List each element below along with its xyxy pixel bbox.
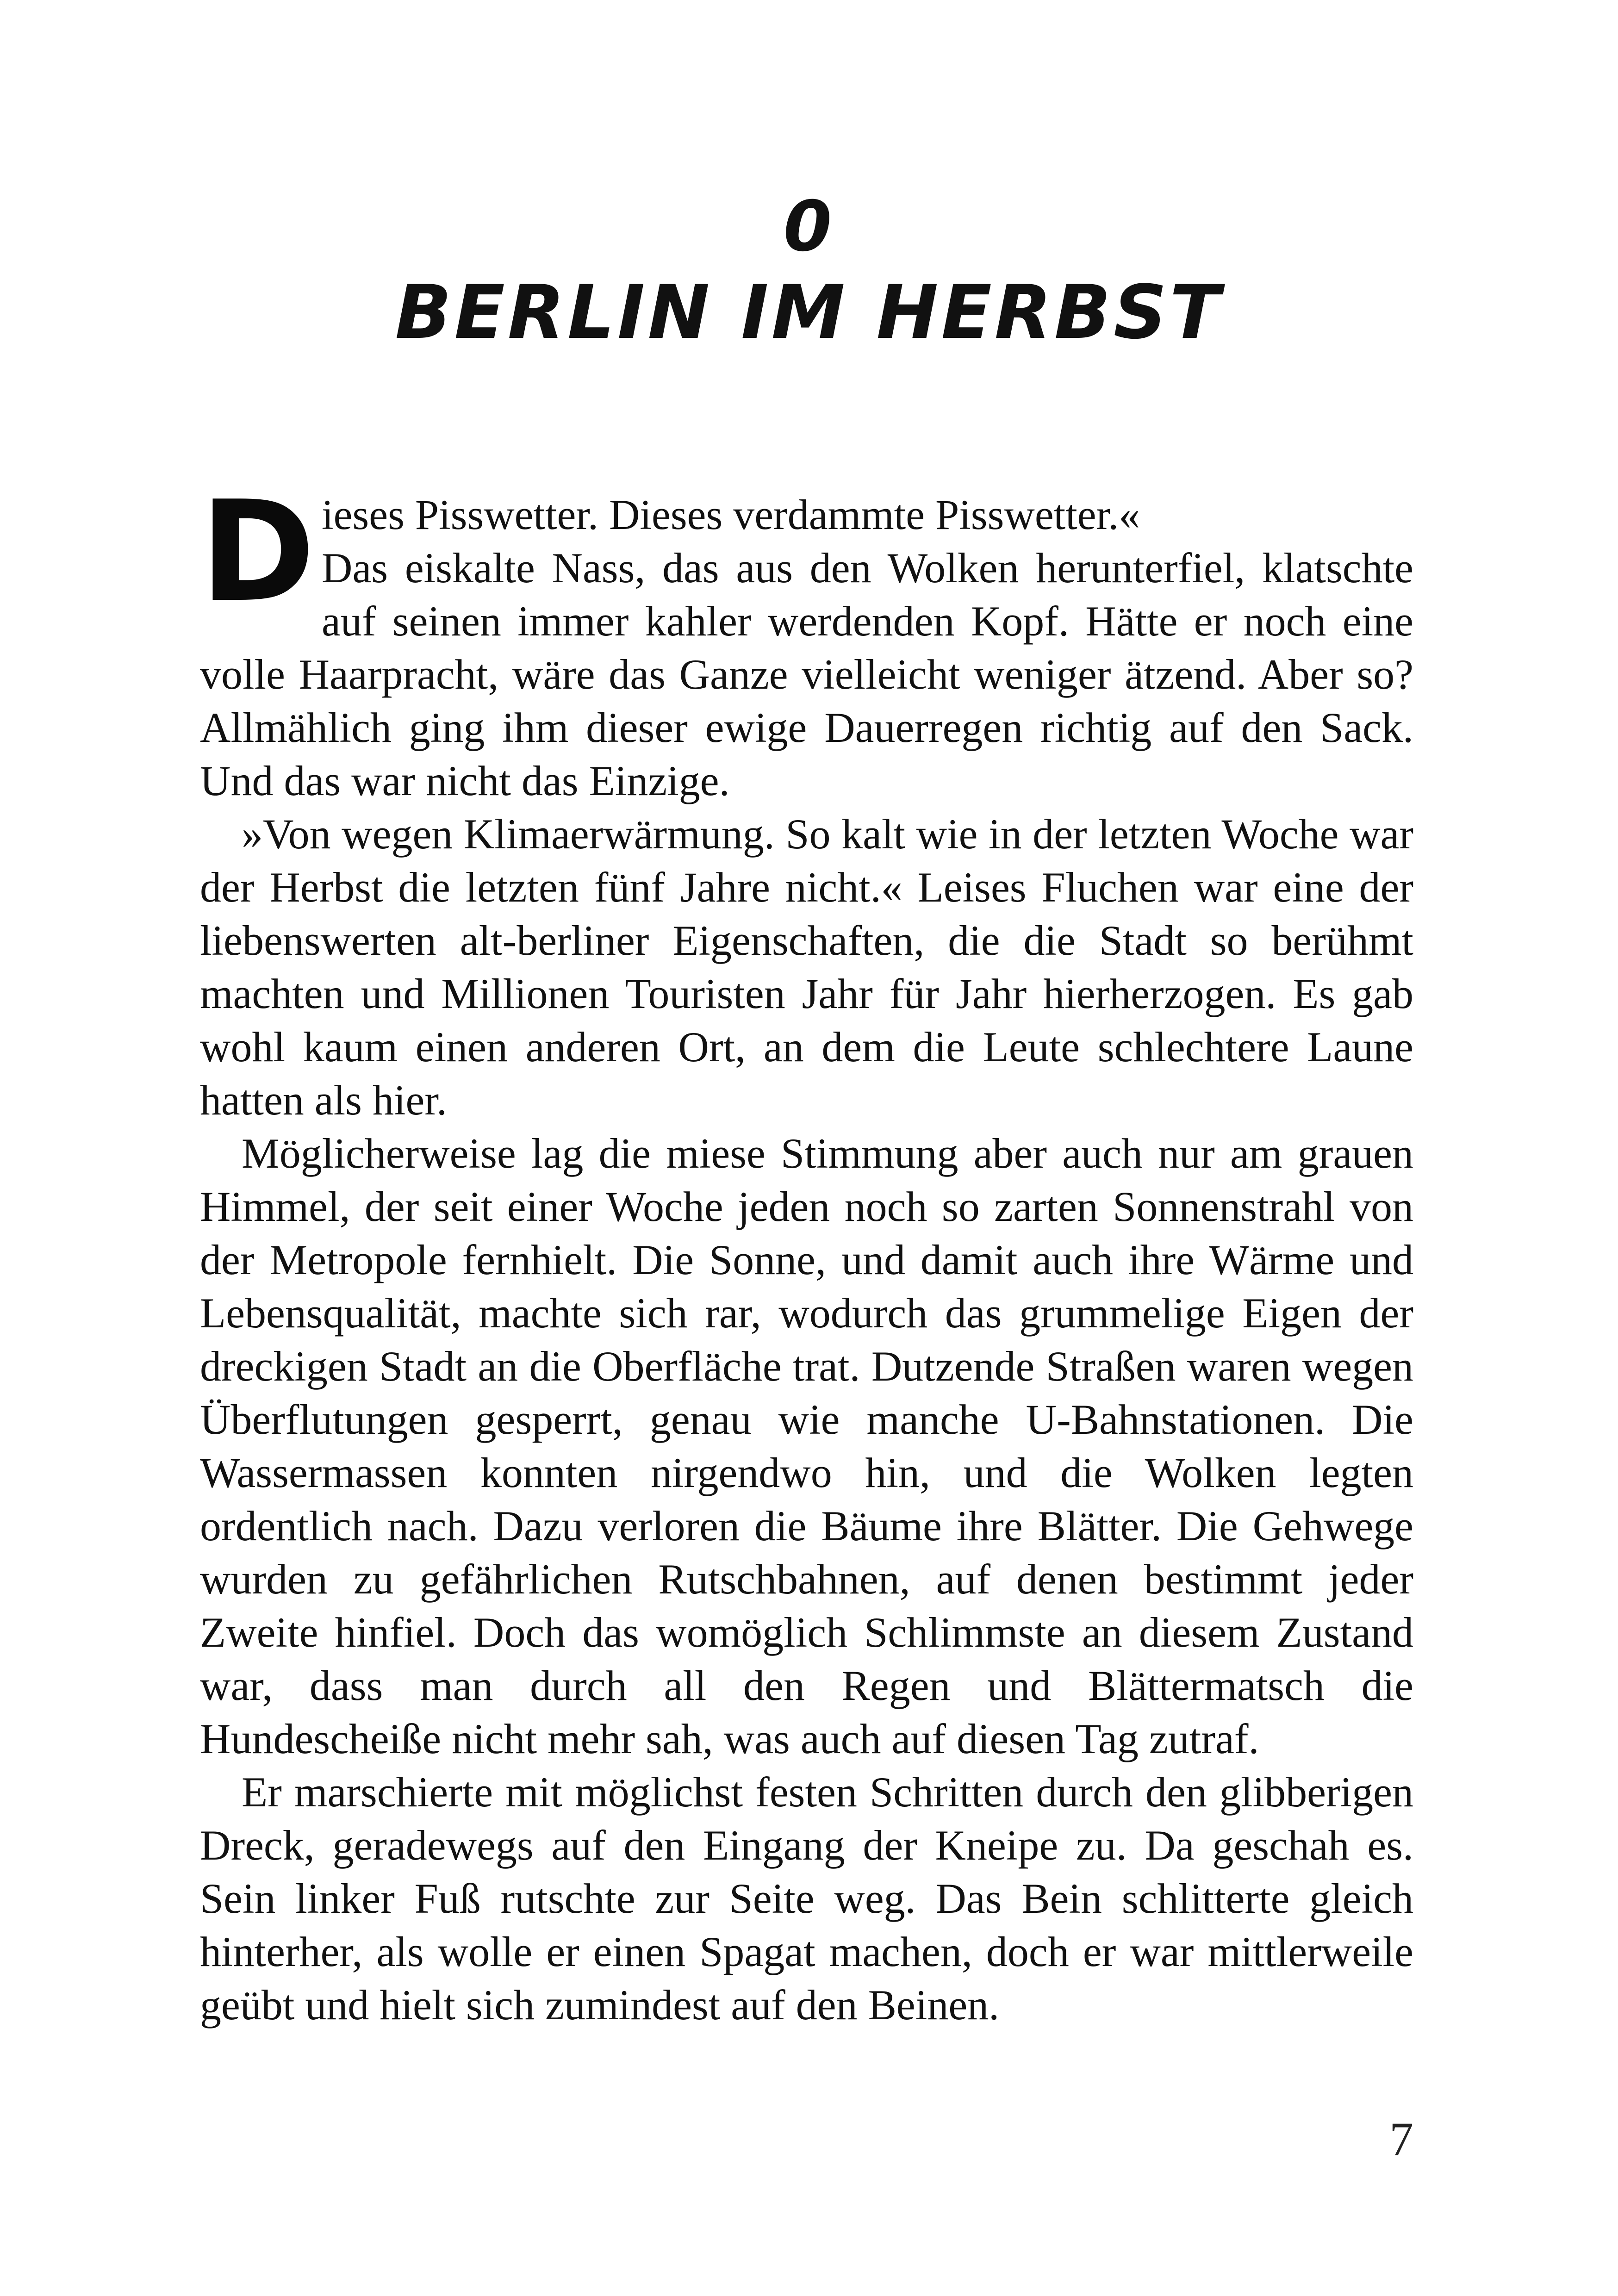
page-number: 7 [1389, 2113, 1413, 2166]
paragraph-4: Er marschierte mit möglichst festen Schritten durch den glibberigen Dreck, geradewegs auf den Eingang der Kneipe zu. Da geschah es. Sein linker Fuß rutschte zur Seite weg. Das Bein schlitterte gleich hinterher, als wolle er einen Spagat machen, doch er war mittlerweile geübt und hielt sich zumindest auf den Beinen. [200, 1768, 1413, 2028]
chapter-number: 0 [783, 187, 835, 267]
body-text [200, 471, 1413, 2032]
drop-cap: D [200, 471, 314, 633]
paragraph-3: Möglicherweise lag die miese Stimmung aber auch nur am grauen Himmel, der seit einer Woche jeden noch so zarten Sonnenstrahl von der Metropole fernhielt. Die Sonne, und damit auch ihre Wärme und Lebensqualität, machte sich rar, wodurch das grummelige Eigen der dreckigen Stadt an die Oberfläche trat. Dutzende Straßen waren wegen Überflutungen gesperrt, genau wie manche U-Bahnstationen. Die Wassermassen konnten nirgendwo hin, und die Wolken legten ordentlich nach. Dazu verloren die Bäume ihre Blätter. Die Gehwege wurden zu gefährlichen Rutschbahnen, auf denen bestimmt jeder Zweite hinfiel. Doch das womöglich Schlimmste an diesem Zustand war, dass man durch all den Regen und Blättermatsch die Hundescheiße nicht mehr sah, was auch auf diesen Tag zutraf. [200, 1130, 1413, 1762]
paragraph-2: »Von wegen Klimaerwärmung. So kalt wie in der letzten Woche war der Herbst die letzten fünf Jahre nicht.« Leises Fluchen war eine der liebenswerten alt-berliner Eigenschaften, die die Stadt so berühmt machten und Millionen Touristen Jahr für Jahr hierherzogen. Es gab wohl kaum einen anderen Ort, an dem die Leute schlechtere Laune hatten als hier. [200, 810, 1413, 1124]
paragraph-1 [200, 471, 1413, 808]
paragraph-1-text: Das eiskalte Nass, das aus den Wolken herunterfiel, klatschte auf seinen immer kahler werdenden Kopf. Hätte er noch eine volle Haarpracht, wäre das Ganze vielleicht weniger ätzend. Aber so? Allmählich ging ihm dieser ewige Dauerregen richtig auf den Sack. Und das war nicht das Einzige. [200, 544, 1413, 804]
paragraph-1-lead: ieses Pisswetter. Dieses verdammte Pisswetter.« [322, 491, 1140, 538]
chapter-title: BERLIN IM HERBST [395, 269, 1223, 355]
